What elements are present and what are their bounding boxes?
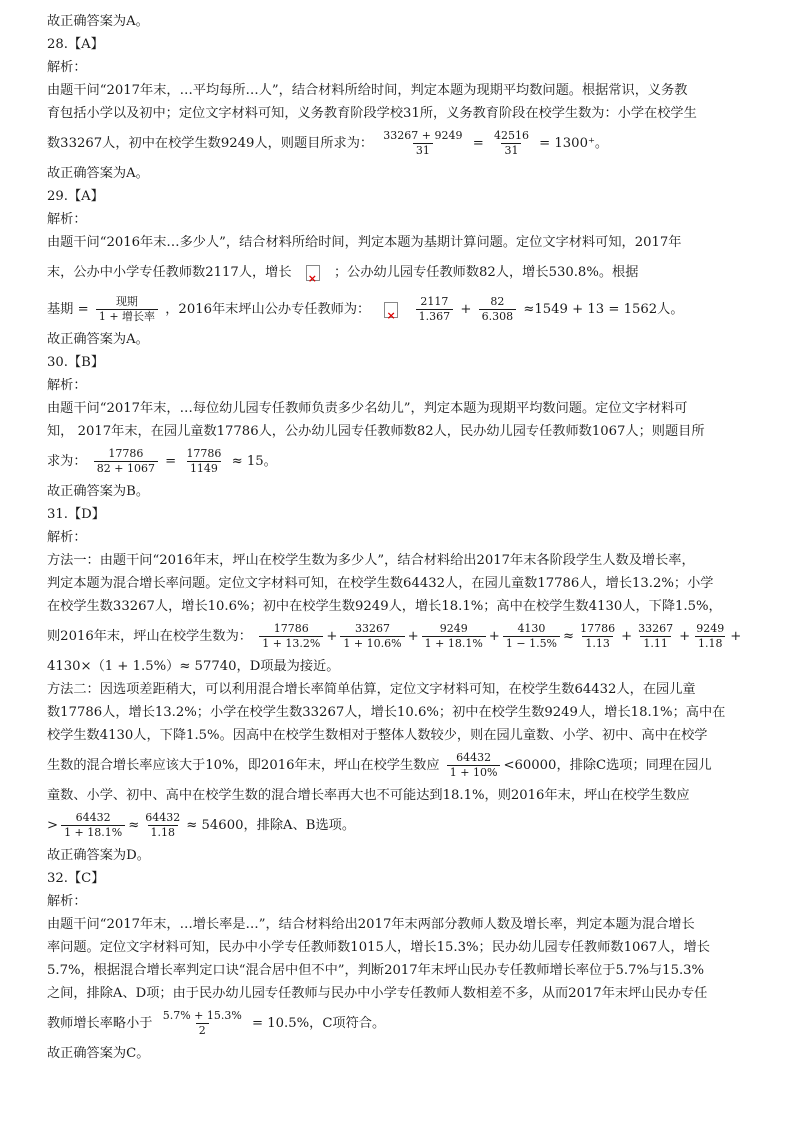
question-29-text: 末，公办中小学专任教师数2117人，增长 × ；公办幼儿园专任教师数82人，增长530.8%。根据	[47, 265, 639, 285]
fraction: $\frac{82}{6.308}$	[479, 296, 517, 323]
question-30-heading: 30.【B】	[47, 355, 105, 370]
fraction: $\frac{\text{现期}}{\text{1 + 增长率}}$	[96, 296, 158, 323]
fraction: $\frac{42516}{31}$	[493, 129, 529, 157]
broken-image-icon: ×	[384, 302, 398, 318]
question-29-label: 解析：	[47, 212, 87, 227]
question-31-text: 4130×（1 + 1.5%）≈ 57740，D项最为接近。	[47, 659, 340, 674]
question-30-answer: 故正确答案为B。	[47, 484, 150, 499]
question-31-text: 数17786人，增长13.2%；小学在校学生数33267人，增长10.6%；初中在校学生数9249人，增长18.1%；高中在	[47, 705, 726, 720]
fraction: $\frac{33267 + 9249}{31}$	[383, 129, 463, 157]
question-31-answer: 故正确答案为D。	[47, 848, 150, 863]
fraction: $\frac{33267}{1 + 10.6\%}$	[340, 623, 404, 650]
question-31-text: 方法二：因选项差距稍大，可以利用混合增长率简单估算，定位文字材料可知，在校学生数64432人，在园儿童	[47, 682, 696, 697]
question-28-heading: 28.【A】	[47, 37, 104, 52]
fraction: $\frac{5.7\% + 15.3\%}{2}$	[162, 1009, 242, 1037]
question-31-text: 在校学生数33267人，增长10.6%；初中在校学生数9249人，增长18.1%；高中在校学生数4130人，下降1.5%，	[47, 599, 722, 614]
question-28-text: 育包括小学以及初中；定位文字材料可知，义务教育阶段学校31所，义务教育阶段在校学生数为：小学在校学生	[47, 106, 697, 121]
question-28-text: 由题干问“2017年末，…平均每所…人”，结合材料所给时间，判定本题为现期平均数问题。根据常识，义务教	[47, 83, 688, 98]
fraction: $\frac{17786}{1 + 13.2\%}$	[259, 623, 323, 650]
question-29-heading: 29.【A】	[47, 189, 104, 204]
question-28-formula-line: 数33267人，初中在校学生数9249人，则题目所求为： $\frac{33267 + 9249}{31}$ = $\frac{42516}{31}$ = 1300⁺。	[47, 129, 609, 157]
question-32-text: 率问题。定位文字材料可知，民办中小学专任教师数1015人，增长15.3%；民办幼儿园专任教师数1067人，增长	[47, 940, 710, 955]
question-32-text: 由题干问“2017年末，…增长率是…”，结合材料给出2017年末两部分教师人数及增长率，判定本题为混合增长	[47, 917, 695, 932]
fraction: $\frac{9249}{1.18}$	[696, 622, 725, 650]
answer-line-27: 故正确答案为A。	[47, 14, 149, 29]
question-29-formula-line: 基期 = $\frac{\text{现期}}{\text{1 + 增长率}}$ ，2016年末坪山公办专任教师为： × $\frac{2117}{1.367}$ + $\frac{82}{6.308}$ ≈1549 + 13 = 1562人。	[47, 295, 684, 323]
question-29-text: 由题干问“2016年末…多少人”，结合材料所给时间，判定本题为基期计算问题。定位文字材料可知，2017年	[47, 235, 682, 250]
question-30-label: 解析：	[47, 378, 87, 393]
question-31-heading: 31.【D】	[47, 507, 105, 522]
question-30-formula-line: 求为： $\frac{17786}{82 + 1067}$ = $\frac{17786}{1149}$ ≈ 15。	[47, 447, 277, 475]
fraction: $\frac{2117}{1.367}$	[416, 296, 454, 323]
answer-explanation-page	[47, 14, 767, 1069]
question-32-answer: 故正确答案为C。	[47, 1046, 150, 1061]
fraction: $\frac{64432}{1 + 10\%}$	[447, 752, 501, 779]
question-28-answer: 故正确答案为A。	[47, 166, 149, 181]
question-32-text: 之间，排除A、D项；由于民办幼儿园专任教师与民办中小学专任教师人数相差不多，从而2017年末坪山民办专任	[47, 986, 708, 1001]
question-31-formula-line: 则2016年末，坪山在校学生数为： $\frac{17786}{1 + 13.2\%}$ + $\frac{33267}{1 + 10.6\%}$ + $\frac{9249}{1 + 18.1\%}$ + $\frac{4130}{1 - 1.5\%}$ ≈ $\frac{17786}{1.13}$ + $\frac{33267}{1.11}$ + $\frac{9249}{1.18}$ +	[47, 622, 742, 650]
fraction: $\frac{9249}{1 + 18.1\%}$	[422, 623, 486, 650]
question-29-answer: 故正确答案为A。	[47, 332, 149, 347]
question-31-label: 解析：	[47, 530, 87, 545]
fraction: $\frac{64432}{1.18}$	[145, 811, 181, 839]
fraction: $\frac{17786}{1149}$	[186, 447, 222, 475]
question-31-text: 方法一：由题干问“2016年末，坪山在校学生数为多少人”，结合材料给出2017年末各阶段学生人数及增长率，	[47, 553, 695, 568]
question-30-text: 知， 2017年末，在园儿童数17786人，公办幼儿园专任教师数82人，民办幼儿园专任教师数1067人；则题目所	[47, 424, 705, 439]
question-31-formula-line: 生数的混合增长率应该大于10%，即2016年末，坪山在校学生数应 $\frac{64432}{1 + 10\%}$ <60000，排除C选项；同理在园儿	[47, 751, 712, 779]
question-31-text: 童数、小学、初中、高中在校学生数的混合增长率再大也不可能达到18.1%，则2016年末，坪山在校学生数应	[47, 788, 690, 803]
fraction: $\frac{17786}{1.13}$	[580, 622, 616, 650]
fraction: $\frac{17786}{82 + 1067}$	[94, 448, 158, 475]
question-28-label: 解析：	[47, 60, 87, 75]
question-31-text: 校学生数4130人，下降1.5%。因高中在校学生数相对于整体人数较少，则在园儿童数、小学、初中、高中在校学	[47, 728, 708, 743]
broken-image-icon: ×	[306, 265, 320, 281]
fraction: $\frac{64432}{1 + 18.1\%}$	[61, 812, 125, 839]
fraction: $\frac{33267}{1.11}$	[638, 622, 674, 650]
question-32-label: 解析：	[47, 894, 87, 909]
question-30-text: 由题干问“2017年末，…每位幼儿园专任教师负责多少名幼儿”，判定本题为现期平均数问题。定位文字材料可	[47, 401, 688, 416]
question-32-text: 5.7%，根据混合增长率判定口诀“混合居中但不中”，判断2017年末坪山民办专任教师增长率位于5.7%与15.3%	[47, 963, 705, 978]
question-32-formula-line: 教师增长率略小于 $\frac{5.7\% + 15.3\%}{2}$ = 10.5%，C项符合。	[47, 1009, 386, 1037]
question-31-formula-line: > $\frac{64432}{1 + 18.1\%}$ ≈ $\frac{64432}{1.18}$ ≈ 54600，排除A、B选项。	[47, 811, 356, 839]
question-32-heading: 32.【C】	[47, 871, 105, 886]
question-31-text: 判定本题为混合增长率问题。定位文字材料可知，在校学生数64432人，在园儿童数17786人，增长13.2%；小学	[47, 576, 714, 591]
fraction: $\frac{4130}{1 - 1.5\%}$	[503, 623, 560, 650]
